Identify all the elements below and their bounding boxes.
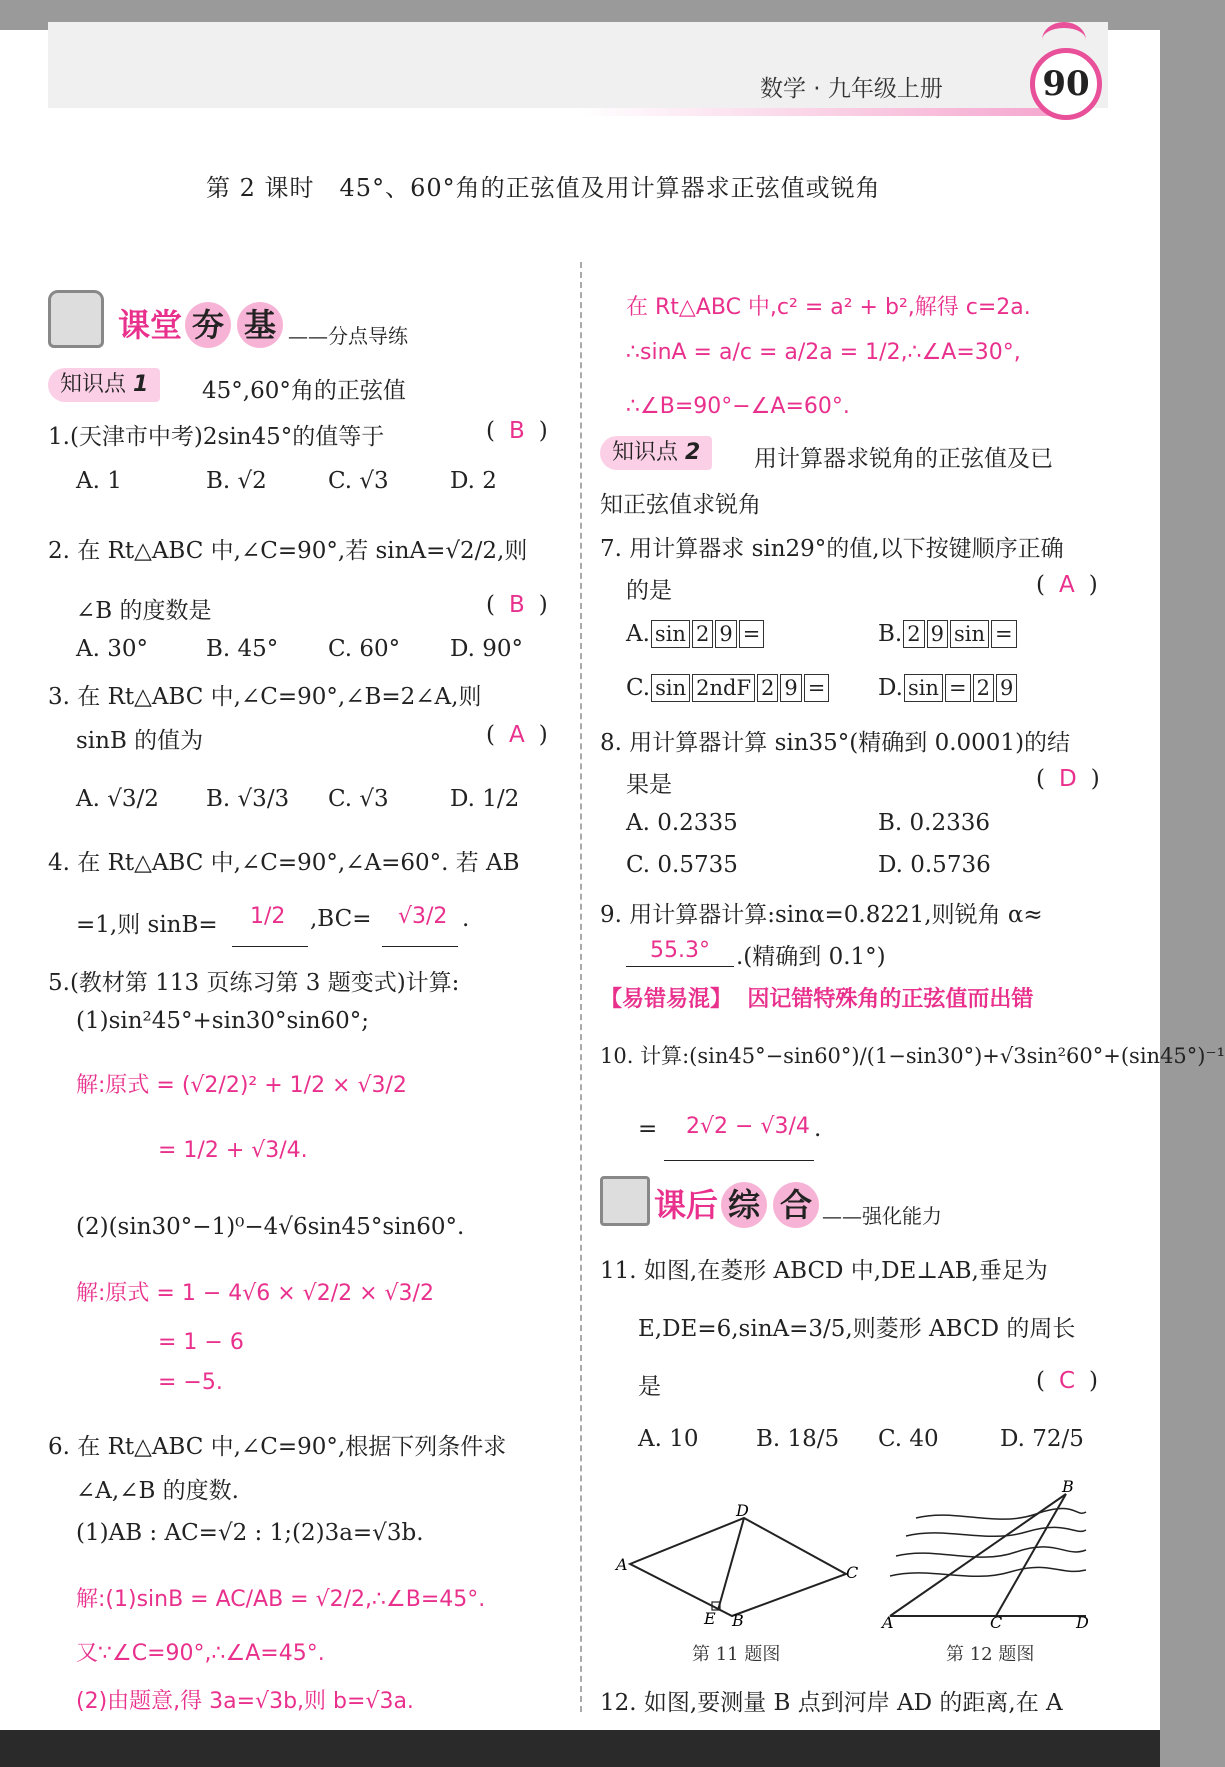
q8-stem: 8. 用计算器计算 sin35°(精确到 0.0001)的结 [600,730,1071,756]
q4-answer-2: √3/2 [398,904,448,929]
error-tag-text: 因记错特殊角的正弦值而出错 [747,987,1034,1012]
q10-stem: 10. 计算:(sin45°−sin60°)/(1−sin30°)+√3sin²60°+(sin45°)⁻¹ [600,1044,1225,1068]
section-banner-classroom [118,300,286,348]
q11-option-c: C. 40 [878,1426,939,1452]
section-banner-after-class [654,1180,822,1228]
answer-letter: B [508,592,525,618]
kp-number: 2 [685,440,701,465]
q7-stem-2: 的是 [626,578,672,604]
q1-answer: ( B ) [486,418,548,444]
option-label: A. [626,621,650,647]
calc-key: 2 [692,620,713,648]
banner-char: 课 [118,306,151,344]
q9-stem: 9. 用计算器计算:sinα=0.8221,则锐角 α≈ [600,902,1043,928]
calc-key: = [804,674,830,702]
answer-letter: A [1058,572,1075,598]
q7-stem: 7. 用计算器求 sin29°的值,以下按键顺序正确 [600,536,1064,562]
q11-stem: 11. 如图,在菱形 ABCD 中,DE⊥AB,垂足为 [600,1258,1048,1284]
section-subtitle-2: ——强化能力 [822,1204,942,1228]
q7-option-d [878,674,1018,702]
q1-option-c: C. √3 [328,468,389,494]
answer-letter: A [508,722,525,748]
banner-char-circle: 夯 [185,302,231,348]
kp-number: 1 [133,372,149,397]
calc-key: 9 [996,674,1017,702]
fig12-label-c: C [990,1613,1003,1632]
q8-answer: ( D ) [1036,766,1100,792]
banner-char-circle: 合 [773,1182,819,1228]
knowledge-point-1-badge [48,368,160,402]
q8-option-d: D. 0.5736 [878,852,991,878]
q2-option-b: B. 45° [206,636,279,662]
section-subtitle: ——分点导练 [288,324,408,348]
banner-char: 课 [654,1186,687,1224]
q6-stem: 6. 在 Rt△ABC 中,∠C=90°,根据下列条件求 [48,1434,507,1460]
q6-solution-3: (2)由题意,得 3a=√3b,则 b=√3a. [76,1689,414,1714]
banner-char-circle: 基 [237,302,283,348]
q9-answer: 55.3° [650,938,710,963]
error-tag-label: 【易错易混】 [600,987,733,1012]
q3-option-d: D. 1/2 [450,786,520,812]
figure-12-caption: 第 12 题图 [946,1644,1035,1665]
q5-part1: (1)sin²45°+sin30°sin60°; [76,1008,370,1034]
q2-option-d: D. 90° [450,636,524,662]
q8-stem-2: 果是 [626,772,672,798]
q2-stem-2: ∠B 的度数是 [76,598,212,624]
q4-answer-1: 1/2 [250,904,286,929]
q8-option-c: C. 0.5735 [626,852,738,878]
calc-key: 2 [903,620,924,648]
q5-solution-1-step2: = 1/2 + √3/4. [158,1138,308,1163]
answer-letter: B [508,418,525,444]
fig11-label-b: B [732,1611,744,1630]
error-tag [600,982,1033,1013]
q6-stem-2: ∠A,∠B 的度数. [76,1478,239,1504]
q6-solution-2: 又∵∠C=90°,∴∠A=45°. [76,1641,325,1666]
q7-option-a [626,620,765,648]
calc-key: sin [651,674,690,702]
bottom-bar [0,1730,1160,1767]
calc-key: sin [950,620,989,648]
q8-option-b: B. 0.2336 [878,810,991,836]
q5-solution-2-step3: = −5. [158,1370,223,1395]
backpack-icon [48,290,104,348]
banner-char: 堂 [150,306,183,344]
q1-option-b: B. √2 [206,468,267,494]
calc-key: sin [904,674,943,702]
q3-option-a: A. √3/2 [76,786,159,812]
q3-stem-2: sinB 的值为 [76,728,204,754]
q5-stem: 5.(教材第 113 页练习第 3 题变式)计算: [48,970,460,996]
knowledge-point-2-badge [600,436,712,470]
option-label: C. [626,675,651,701]
calc-key: sin [651,620,690,648]
calc-key: 9 [715,620,736,648]
q11-option-d: D. 72/5 [1000,1426,1084,1452]
q2-stem: 2. 在 Rt△ABC 中,∠C=90°,若 sinA=√2/2,则 [48,538,528,564]
figure-11-rhombus [608,1501,859,1630]
q11-stem-3: 是 [638,1374,661,1400]
header-gradient-line [580,108,1050,116]
q2-answer: ( B ) [486,592,548,618]
q6-stem-3: (1)AB : AC=√2 : 1;(2)3a=√3b. [76,1520,424,1546]
fig11-label-d: D [736,1501,749,1520]
q11-option-a: A. 10 [638,1426,699,1452]
q3-option-c: C. √3 [328,786,389,812]
answer-letter: D [1058,766,1077,792]
q9-blank [626,966,734,967]
q3-answer: ( A ) [486,722,548,748]
q10-end: . [814,1116,822,1142]
q7-answer: ( A ) [1036,572,1098,598]
q10-answer: 2√2 − √3/4 [686,1114,810,1139]
header-band [48,22,1108,108]
fig12-label-d: D [1076,1613,1089,1632]
q7-option-b [878,620,1018,648]
banner-char-circle: 综 [721,1182,767,1228]
q4-stem-2a: =1,则 sinB= [76,912,218,938]
q10-equals: = [638,1116,658,1142]
banner-char: 后 [686,1186,719,1224]
q4-stem-2b: ,BC= [310,906,372,932]
figure-12-river [876,1477,1096,1632]
q12-stem: 12. 如图,要测量 B 点到河岸 AD 的距离,在 A [600,1690,1063,1716]
q6-solution-1: 解:(1)sinB = AC/AB = √2/2,∴∠B=45°. [76,1587,486,1612]
kp2-title-line2: 知正弦值求锐角 [600,492,761,518]
q5-solution-2-step1: 解:原式 = 1 − 4√6 × √2/2 × √3/2 [76,1281,434,1306]
q11-option-b: B. 18/5 [756,1426,840,1452]
q2-option-c: C. 60° [328,636,401,662]
calc-key: 2 [757,674,778,702]
q9-tail: .(精确到 0.1°) [736,944,886,970]
fig11-label-a: A [616,1555,628,1574]
q4-blank-1 [232,946,308,947]
q1-option-a: A. 1 [76,468,122,494]
kp1-title: 45°,60°角的正弦值 [202,378,406,404]
q4-stem: 4. 在 Rt△ABC 中,∠C=90°,∠A=60°. 若 AB [48,850,520,876]
answer-letter: C [1058,1368,1076,1394]
calc-key: 9 [780,674,801,702]
kp-label: 知识点 [60,372,127,397]
q3-stem: 3. 在 Rt△ABC 中,∠C=90°,∠B=2∠A,则 [48,684,482,710]
q5-solution-1-step1: 解:原式 = (√2/2)² + 1/2 × √3/2 [76,1073,407,1098]
q10-blank [664,1160,814,1161]
calc-key: 2ndF [692,674,755,702]
q6-solution-5: ∴sinA = a/c = a/2a = 1/2,∴∠A=30°, [626,340,1021,365]
fig11-label-e: E [704,1609,716,1628]
option-label: D. [878,675,903,701]
calc-key: = [739,620,765,648]
option-label: B. [878,621,903,647]
fig12-label-a: A [882,1613,894,1632]
q4-stem-2c: . [462,906,470,932]
q1-stem: 1.(天津市中考)2sin45°的值等于 [48,424,385,450]
q4-blank-2 [382,946,458,947]
q1-option-d: D. 2 [450,468,497,494]
page-number: 90 [1030,48,1102,120]
header-title: 数学 · 九年级上册 [760,76,943,102]
figure-11-caption: 第 11 题图 [692,1644,781,1665]
q2-option-a: A. 30° [76,636,148,662]
calc-key: = [991,620,1017,648]
column-divider [580,262,582,1712]
q11-stem-2: E,DE=6,sinA=3/5,则菱形 ABCD 的周长 [638,1316,1076,1342]
q7-option-c [626,674,830,702]
fig11-label-c: C [846,1563,859,1582]
q8-option-a: A. 0.2335 [626,810,738,836]
q11-answer: ( C ) [1036,1368,1099,1394]
calc-key: = [945,674,971,702]
book-icon [600,1176,650,1226]
q5-solution-2-step2: = 1 − 6 [158,1330,244,1355]
kp-label: 知识点 [612,440,679,465]
fig12-label-b: B [1062,1477,1074,1496]
q3-option-b: B. √3/3 [206,786,290,812]
calc-key: 9 [927,620,948,648]
lesson-title: 第 2 课时 45°、60°角的正弦值及用计算器求正弦值或锐角 [206,174,881,202]
kp2-title-line1: 用计算器求锐角的正弦值及已 [754,446,1053,472]
q5-part2: (2)(sin30°−1)⁰−4√6sin45°sin60°. [76,1214,465,1240]
q6-solution-6: ∴∠B=90°−∠A=60°. [626,394,850,419]
calc-key: 2 [973,674,994,702]
q6-solution-4: 在 Rt△ABC 中,c² = a² + b²,解得 c=2a. [626,295,1031,320]
